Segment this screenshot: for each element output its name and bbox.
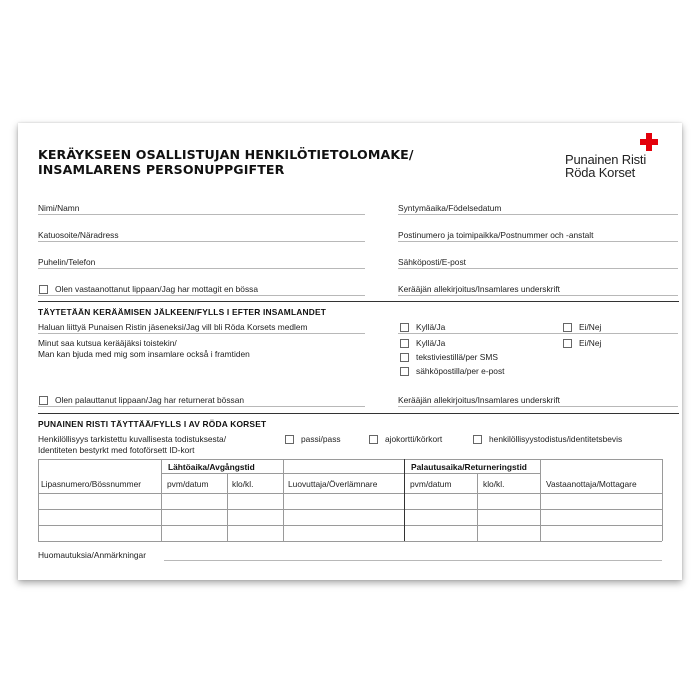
after-collection-heading: TÄYTETÄÄN KERÄÄMISEN JÄLKEEN/FYLLS I EFTER INSAMLANDET	[38, 307, 327, 317]
identity-label-fi: Henkilöllisyys tarkistettu kuvallisesta todistuksesta/	[38, 434, 227, 444]
remarks-field[interactable]	[164, 560, 662, 561]
name-field[interactable]	[38, 214, 365, 215]
box-returned-checkbox[interactable]	[39, 396, 48, 405]
signature-label: Kerääjän allekirjoitus/Insamlares underskrift	[398, 284, 560, 294]
invite-no-label: Ei/Nej	[579, 338, 602, 348]
form-title-line2: INSAMLARENS PERSONUPPGIFTER	[38, 162, 285, 177]
column-header: pvm/datum	[167, 479, 209, 489]
section-divider	[38, 301, 679, 302]
driving-license-checkbox[interactable]	[369, 435, 378, 444]
email-label: Sähköposti/E-post	[398, 257, 466, 267]
postal-field[interactable]	[398, 241, 678, 242]
invite-yes-label: Kyllä/Ja	[416, 338, 446, 348]
id-card-checkbox[interactable]	[473, 435, 482, 444]
form-card	[18, 123, 682, 580]
identity-label-sv: Identiteten bestyrkt med fotoförsett ID-kort	[38, 445, 195, 455]
phone-label: Puhelin/Telefon	[38, 257, 96, 267]
box-received-label: Olen vastaanottanut lippaan/Jag har mottagit en bössa	[55, 284, 258, 294]
column-header: pvm/datum	[410, 479, 452, 489]
return-group-header: Palautusaika/Returneringstid	[411, 462, 527, 472]
box-received-checkbox[interactable]	[39, 285, 48, 294]
sms-label: tekstiviestillä/per SMS	[416, 352, 498, 362]
logo-text-fi: Punainen Risti	[565, 152, 647, 167]
signature-field[interactable]	[398, 295, 678, 296]
passport-checkbox[interactable]	[285, 435, 294, 444]
address-label: Katuosoite/Näradress	[38, 230, 119, 240]
join-question: Haluan liittyä Punaisen Ristin jäseneksi/Jag vill bli Röda Korsets medlem	[38, 322, 308, 332]
return-signature-label: Kerääjän allekirjoitus/Insamlares underskrift	[398, 395, 560, 405]
join-no-checkbox[interactable]	[563, 323, 572, 332]
box-returned-label: Olen palauttanut lippaan/Jag har returnerat bössan	[55, 395, 245, 405]
column-header: klo/kl.	[232, 479, 254, 489]
join-yes-checkbox[interactable]	[400, 323, 409, 332]
invite-question-fi: Minut saa kutsua kerääjäksi toistekin/	[38, 338, 177, 348]
phone-field[interactable]	[38, 268, 365, 269]
name-label: Nimi/Namn	[38, 203, 80, 213]
postal-label: Postinumero ja toimipaikka/Postnummer och -anstalt	[398, 230, 594, 240]
redcross-heading: PUNAINEN RISTI TÄYTTÄÄ/FYLLS I AV RÖDA KORSET	[38, 419, 267, 429]
departure-group-header: Lähtöaika/Avgångstid	[168, 462, 255, 472]
form-title-line1: KERÄYKSEEN OSALLISTUJAN HENKILÖTIETOLOMAKE/	[38, 147, 414, 162]
column-header: Lipasnumero/Bössnummer	[41, 479, 142, 489]
join-no-label: Ei/Nej	[579, 322, 602, 332]
invite-yes-checkbox[interactable]	[400, 339, 409, 348]
email-field[interactable]	[398, 268, 678, 269]
birthdate-label: Syntymäaika/Födelsedatum	[398, 203, 502, 213]
table-row[interactable]	[38, 525, 662, 541]
address-field[interactable]	[38, 241, 365, 242]
column-header: klo/kl.	[483, 479, 505, 489]
email-contact-label: sähköpostilla/per e-post	[416, 366, 505, 376]
id-card-label: henkilöllisyystodistus/identitetsbevis	[489, 434, 623, 444]
birthdate-field[interactable]	[398, 214, 678, 215]
invite-question-sv: Man kan bjuda med mig som insamlare också i framtiden	[38, 349, 250, 359]
sms-checkbox[interactable]	[400, 353, 409, 362]
join-yes-label: Kyllä/Ja	[416, 322, 446, 332]
table-row[interactable]	[38, 509, 662, 525]
logo-text-sv: Röda Korset	[565, 165, 636, 180]
column-header: Vastaanottaja/Mottagare	[546, 479, 637, 489]
section-divider	[38, 413, 679, 414]
table-row[interactable]	[38, 493, 662, 509]
email-contact-checkbox[interactable]	[400, 367, 409, 376]
driving-license-label: ajokortti/körkort	[385, 434, 443, 444]
passport-label: passi/pass	[301, 434, 341, 444]
column-header: Luovuttaja/Överlämnare	[288, 479, 378, 489]
invite-no-checkbox[interactable]	[563, 339, 572, 348]
remarks-label: Huomautuksia/Anmärkningar	[38, 550, 146, 560]
return-signature-field[interactable]	[398, 406, 678, 407]
